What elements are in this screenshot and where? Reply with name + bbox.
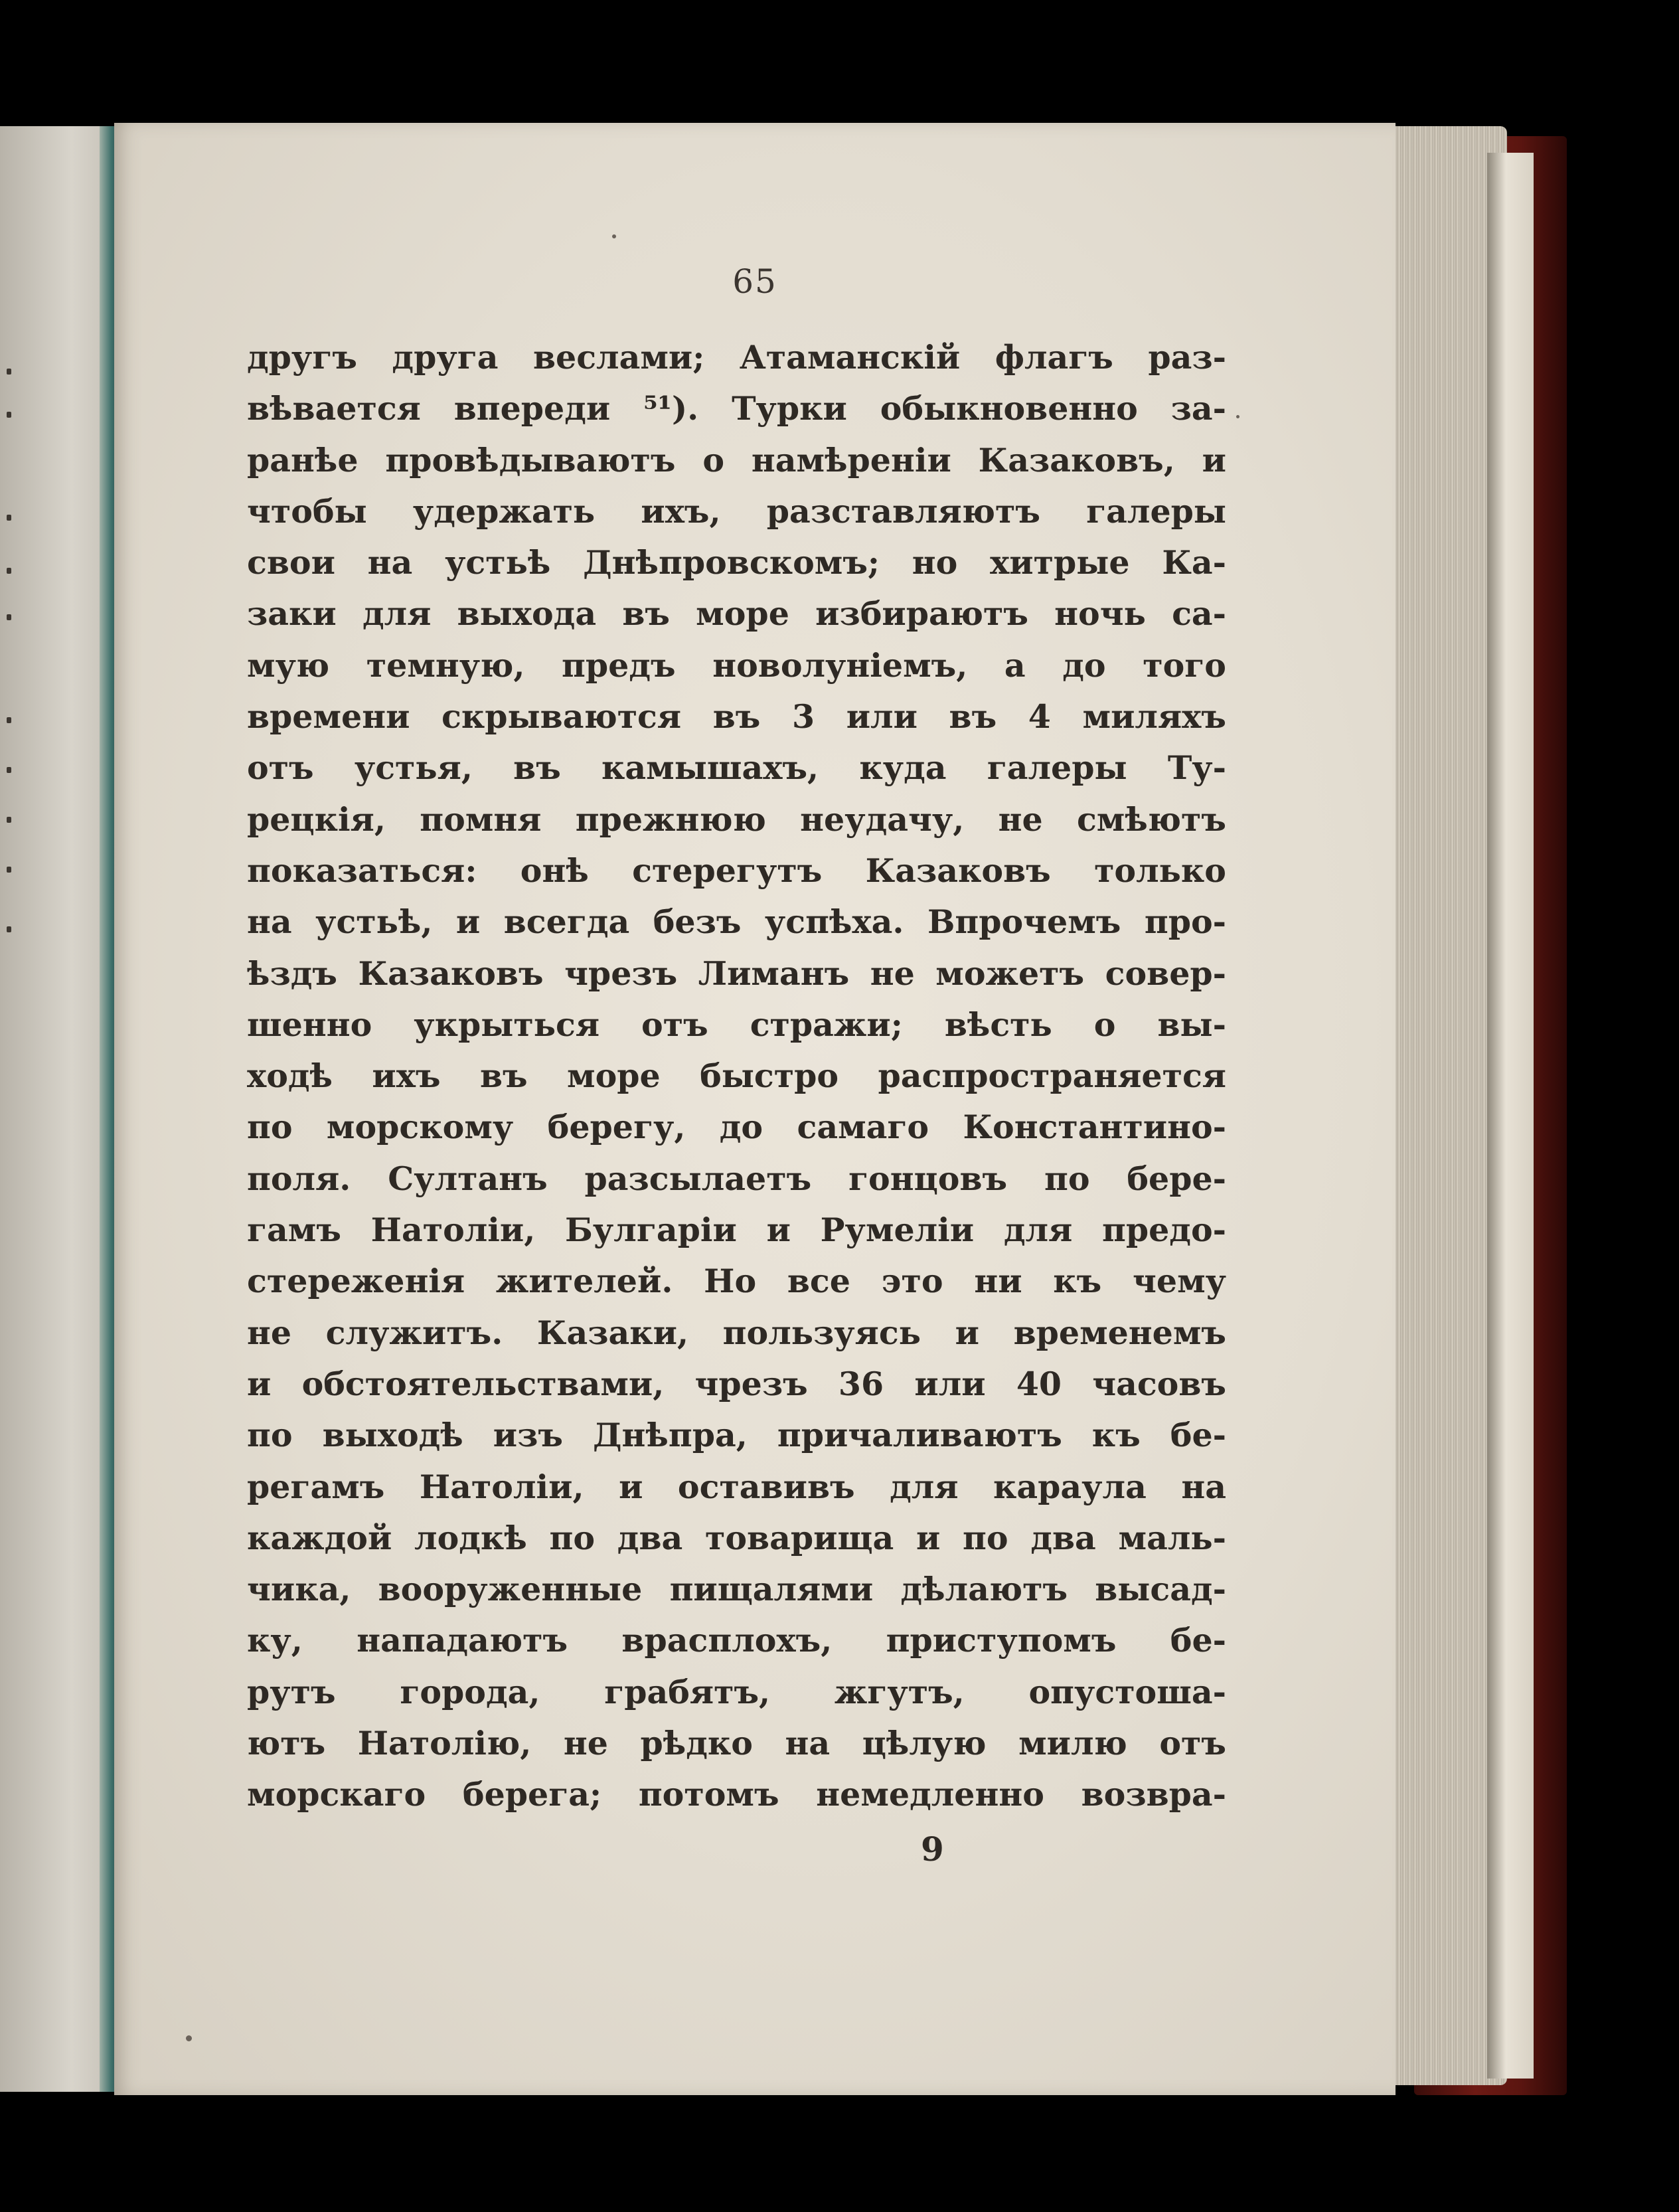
text-line: ранѣе провѣдываютъ о намѣреніи Казаковъ, и <box>247 440 1226 479</box>
left-page-mark <box>7 369 11 375</box>
paper-speck <box>612 234 616 238</box>
text-line: морскаго берега; потомъ немедленно возвра- <box>247 1775 1226 1814</box>
text-line: и обстоятельствами, чрезъ 36 или 40 часовъ <box>247 1364 1226 1403</box>
page-text <box>247 332 1226 1821</box>
text-line: времени скрываются въ 3 или въ 4 миляхъ <box>247 697 1226 736</box>
text-line: чтобы удержать ихъ, разставляютъ галеры <box>247 491 1226 531</box>
text-line: поля. Султанъ разсылаетъ гонцовъ по бере- <box>247 1159 1226 1198</box>
left-page-mark <box>7 926 11 932</box>
left-page-mark <box>7 568 11 574</box>
text-line: мую темную, предъ новолуніемъ, а до того <box>247 645 1226 685</box>
text-line: свои на устьѣ Днѣпровскомъ; но хитрые Ка- <box>247 543 1226 582</box>
left-page-mark <box>7 767 11 773</box>
page-edges-highlight <box>1487 153 1534 2079</box>
text-line: заки для выхода въ море избираютъ ночь са- <box>247 594 1226 634</box>
text-line: ходѣ ихъ въ море быстро распространяется <box>247 1057 1226 1096</box>
left-page-mark <box>7 614 11 620</box>
text-line: отъ устья, въ камышахъ, куда галеры Ту- <box>247 748 1226 788</box>
left-page-mark <box>7 867 11 873</box>
text-line: вѣвается впереди ⁵¹). Турки обыкновенно за- <box>247 389 1226 428</box>
text-line: гамъ Натоліи, Булгаріи и Румеліи для предо- <box>247 1211 1226 1250</box>
text-line: регамъ Натоліи, и оставивъ для караула на <box>247 1467 1226 1506</box>
left-page-mark <box>7 717 11 723</box>
text-line: рутъ города, грабятъ, жгутъ, опустоша- <box>247 1672 1226 1711</box>
left-page-mark <box>7 817 11 823</box>
page-number: 65 <box>732 262 777 301</box>
text-line: по выходѣ изъ Днѣпра, причаливаютъ къ бе- <box>247 1416 1226 1455</box>
paper-speck <box>186 2035 192 2041</box>
text-line: ютъ Натолію, не рѣдко на цѣлую милю отъ <box>247 1724 1226 1763</box>
text-line: показаться: онѣ стерегутъ Казаковъ только <box>247 851 1226 890</box>
text-line: другъ друга веслами; Атаманскій флагъ раз- <box>247 338 1226 377</box>
text-line: по морскому берегу, до самаго Константино- <box>247 1108 1226 1147</box>
text-line: шенно укрыться отъ стражи; вѣсть о вы- <box>247 1005 1226 1044</box>
signature-mark: 9 <box>921 1829 944 1869</box>
text-line: каждой лодкѣ по два товарища и по два маль- <box>247 1518 1226 1557</box>
left-page-mark <box>7 515 11 521</box>
text-line: ѣздъ Казаковъ чрезъ Лиманъ не можетъ совер- <box>247 954 1226 993</box>
text-line: не служитъ. Казаки, пользуясь и временемъ <box>247 1313 1226 1352</box>
book-page <box>114 123 1396 2095</box>
text-line: чика, вооруженные пищалями дѣлаютъ высад- <box>247 1570 1226 1609</box>
text-line: стереженія жителей. Но все это ни къ чему <box>247 1262 1226 1301</box>
text-line: ку, нападаютъ врасплохъ, приступомъ бе- <box>247 1621 1226 1660</box>
left-page-mark <box>7 412 11 418</box>
paper-speck <box>1236 415 1239 418</box>
text-line: рецкія, помня прежнюю неудачу, не смѣютъ <box>247 800 1226 839</box>
text-line: на устьѣ, и всегда безъ успѣха. Впрочемъ про- <box>247 902 1226 942</box>
